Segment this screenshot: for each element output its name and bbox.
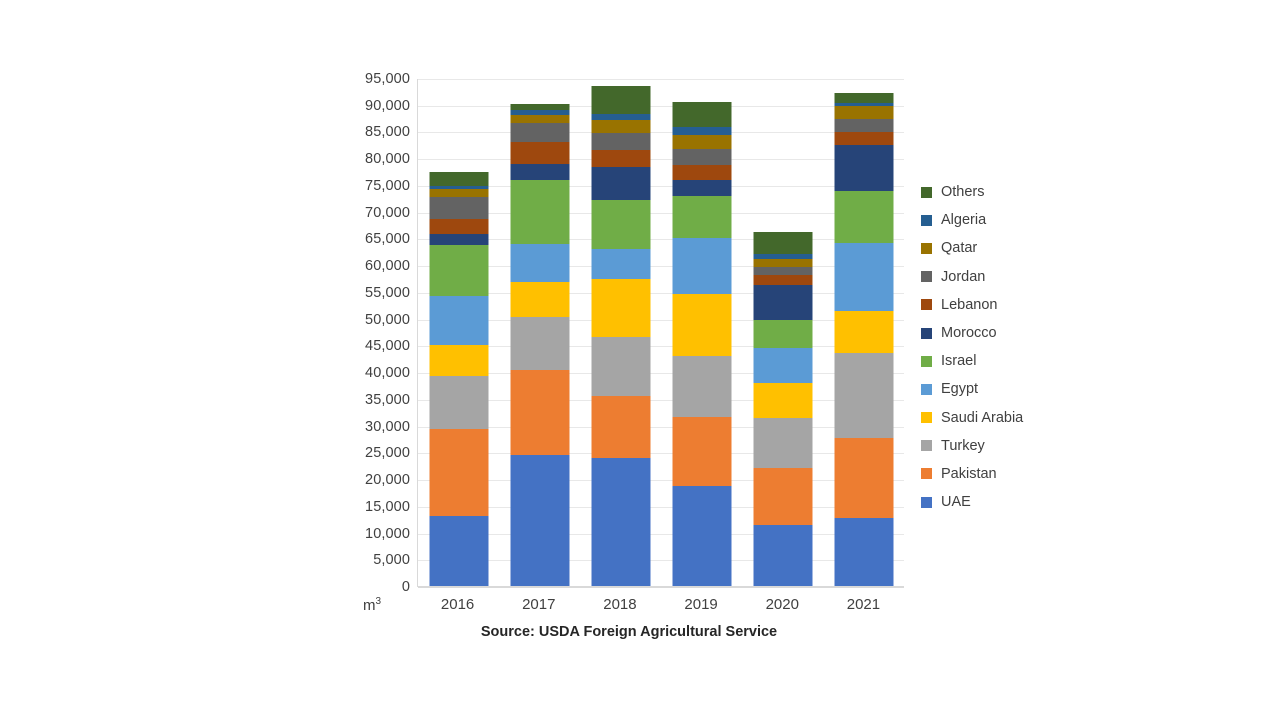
- bar-segment[interactable]: [591, 167, 650, 200]
- bar-segment[interactable]: [429, 245, 488, 296]
- y-axis-tick-label: 85,000: [365, 124, 410, 141]
- y-axis-tick-label: 10,000: [365, 525, 410, 542]
- bar-segment[interactable]: [672, 356, 731, 417]
- y-axis-tick-label: 20,000: [365, 472, 410, 489]
- bar-segment[interactable]: [753, 468, 812, 524]
- bar-segment[interactable]: [591, 120, 650, 132]
- legend-swatch-icon: [921, 384, 932, 395]
- bar-segment[interactable]: [672, 196, 731, 239]
- y-axis-tick-label: 90,000: [365, 97, 410, 114]
- y-axis: [340, 71, 410, 595]
- legend-item-label: Israel: [941, 353, 977, 370]
- y-axis-tick-label: 30,000: [365, 418, 410, 435]
- legend-item[interactable]: [921, 234, 1101, 262]
- legend-item[interactable]: [921, 206, 1101, 234]
- legend-swatch-icon: [921, 412, 932, 423]
- bar-segment[interactable]: [510, 370, 569, 455]
- bar-segment[interactable]: [429, 376, 488, 429]
- bar-segment[interactable]: [429, 234, 488, 246]
- bar-segment[interactable]: [672, 102, 731, 127]
- legend-swatch-icon: [921, 187, 932, 198]
- y-axis-tick-label: 65,000: [365, 231, 410, 248]
- bar-segment[interactable]: [753, 275, 812, 285]
- bar-segment[interactable]: [834, 132, 893, 146]
- bar-segment[interactable]: [429, 189, 488, 196]
- bar-segment[interactable]: [753, 320, 812, 348]
- bar-segment[interactable]: [834, 106, 893, 119]
- legend-swatch-icon: [921, 328, 932, 339]
- legend: [921, 178, 1101, 516]
- stacked-bar[interactable]: [429, 172, 488, 586]
- legend-item[interactable]: [921, 291, 1101, 319]
- bar-slot: [499, 79, 580, 586]
- x-axis-tick-label: 2021: [846, 596, 881, 613]
- legend-swatch-icon: [921, 271, 932, 282]
- legend-item[interactable]: [921, 263, 1101, 291]
- legend-item-label: Algeria: [941, 212, 987, 229]
- legend-swatch-icon: [921, 299, 932, 310]
- bar-segment[interactable]: [753, 525, 812, 586]
- legend-item[interactable]: [921, 347, 1101, 375]
- y-axis-tick-label: 15,000: [365, 498, 410, 515]
- bar-segment[interactable]: [510, 244, 569, 281]
- bar-segment[interactable]: [753, 348, 812, 383]
- bar-segment[interactable]: [834, 145, 893, 190]
- legend-item[interactable]: [921, 460, 1101, 488]
- legend-swatch-icon: [921, 497, 932, 508]
- bar-segment[interactable]: [672, 165, 731, 180]
- source-note: [0, 624, 1280, 640]
- legend-item-label: Others: [941, 184, 985, 201]
- bar-segment[interactable]: [834, 353, 893, 439]
- bar-group-list: [418, 79, 904, 586]
- y-axis-tick-label: 95,000: [365, 71, 410, 87]
- bar-segment[interactable]: [591, 133, 650, 150]
- bar-segment[interactable]: [753, 285, 812, 320]
- bar-segment[interactable]: [591, 458, 650, 586]
- stacked-bar[interactable]: [753, 231, 812, 586]
- bar-segment[interactable]: [591, 337, 650, 396]
- y-axis-unit-label: $m^3$: [363, 596, 382, 614]
- legend-item[interactable]: [921, 488, 1101, 516]
- legend-swatch-icon: [921, 468, 932, 479]
- bar-segment[interactable]: [753, 259, 812, 268]
- bar-segment[interactable]: [510, 317, 569, 370]
- bar-segment[interactable]: [753, 383, 812, 418]
- stacked-bar[interactable]: [591, 86, 650, 586]
- y-axis-tick-label: 40,000: [365, 365, 410, 382]
- bar-segment[interactable]: [429, 219, 488, 233]
- bar-segment[interactable]: [591, 200, 650, 249]
- y-axis-tick-label: 5,000: [373, 552, 410, 569]
- y-axis-tick-label: 75,000: [365, 177, 410, 194]
- x-axis-tick-label: 2018: [603, 596, 637, 613]
- x-axis-tick-label: 2016: [440, 596, 475, 613]
- legend-item-label: Jordan: [941, 268, 986, 285]
- bar-segment[interactable]: [429, 296, 488, 345]
- bar-segment[interactable]: [591, 396, 650, 457]
- legend-item-label: Saudi Arabia: [941, 409, 1024, 426]
- bar-slot: [661, 79, 742, 586]
- x-axis-tick-label: 2020: [765, 596, 799, 613]
- bar-segment[interactable]: [510, 142, 569, 164]
- source-note-text: Source: USDA Foreign Agricultural Service: [480, 624, 778, 640]
- bar-segment[interactable]: [672, 149, 731, 165]
- bar-segment[interactable]: [672, 135, 731, 148]
- bar-segment[interactable]: [834, 119, 893, 131]
- bar-slot: [742, 79, 823, 586]
- legend-item[interactable]: [921, 404, 1101, 432]
- y-axis-tick-label: 45,000: [365, 338, 410, 355]
- bar-segment[interactable]: [672, 294, 731, 355]
- y-axis-tick-label: 70,000: [365, 204, 410, 221]
- legend-swatch-icon: [921, 356, 932, 367]
- bar-segment[interactable]: [672, 486, 731, 586]
- legend-item-label: Morocco: [941, 325, 997, 342]
- legend-item[interactable]: [921, 319, 1101, 347]
- legend-item[interactable]: [921, 432, 1101, 460]
- x-axis-tick-label: 2017: [522, 596, 556, 613]
- bar-segment[interactable]: [591, 249, 650, 278]
- bar-slot: [823, 79, 904, 586]
- legend-item[interactable]: [921, 375, 1101, 403]
- bar-segment[interactable]: [753, 232, 812, 254]
- legend-item-label: Qatar: [941, 240, 978, 257]
- bar-segment[interactable]: [672, 238, 731, 294]
- bar-segment[interactable]: [429, 429, 488, 516]
- legend-item-label: Egypt: [941, 381, 979, 398]
- bar-segment[interactable]: [429, 172, 488, 186]
- bar-segment[interactable]: [672, 127, 731, 136]
- bar-segment[interactable]: [591, 279, 650, 338]
- bar-segment[interactable]: [672, 417, 731, 487]
- legend-swatch-icon: [921, 215, 932, 226]
- bar-segment[interactable]: [591, 150, 650, 167]
- y-axis-tick-label: 60,000: [365, 258, 410, 275]
- bar-segment[interactable]: [429, 516, 488, 586]
- stacked-bar[interactable]: [834, 92, 893, 586]
- y-axis-tick-label: 35,000: [365, 391, 410, 408]
- bar-segment[interactable]: [510, 164, 569, 180]
- legend-item-label: UAE: [941, 494, 971, 511]
- y-axis-tick-label: 80,000: [365, 151, 410, 168]
- bar-segment[interactable]: [510, 282, 569, 317]
- y-axis-tick-label: 50,000: [365, 311, 410, 328]
- x-axis: [417, 588, 904, 618]
- legend-swatch-icon: [921, 243, 932, 254]
- bar-segment[interactable]: [429, 345, 488, 375]
- bar-segment[interactable]: [834, 93, 893, 103]
- bar-segment[interactable]: [510, 115, 569, 123]
- bar-segment[interactable]: [429, 197, 488, 219]
- bar-segment[interactable]: [753, 418, 812, 469]
- bar-segment[interactable]: [510, 123, 569, 142]
- bar-segment[interactable]: [834, 438, 893, 518]
- bar-segment[interactable]: [834, 243, 893, 311]
- bar-segment[interactable]: [753, 267, 812, 275]
- stacked-bar[interactable]: [510, 104, 569, 586]
- bar-segment[interactable]: [510, 455, 569, 586]
- legend-item[interactable]: [921, 178, 1101, 206]
- stacked-bar[interactable]: [672, 102, 731, 586]
- bar-segment[interactable]: [834, 311, 893, 353]
- legend-item-label: Turkey: [941, 437, 985, 454]
- x-axis-tick-label: 2019: [684, 596, 718, 613]
- bar-segment[interactable]: [672, 180, 731, 196]
- plot-area: [417, 79, 904, 587]
- bar-segment[interactable]: [591, 86, 650, 114]
- y-axis-tick-label: 25,000: [365, 445, 410, 462]
- bar-segment[interactable]: [834, 191, 893, 243]
- y-axis-tick-label: 0: [401, 579, 410, 595]
- legend-swatch-icon: [921, 440, 932, 451]
- y-axis-tick-label: 55,000: [365, 284, 410, 301]
- bar-segment[interactable]: [510, 180, 569, 244]
- bar-slot: [580, 79, 661, 586]
- legend-item-label: Pakistan: [941, 465, 997, 482]
- bar-segment[interactable]: [834, 518, 893, 586]
- legend-item-label: Lebanon: [941, 296, 998, 313]
- bar-slot: [418, 79, 499, 586]
